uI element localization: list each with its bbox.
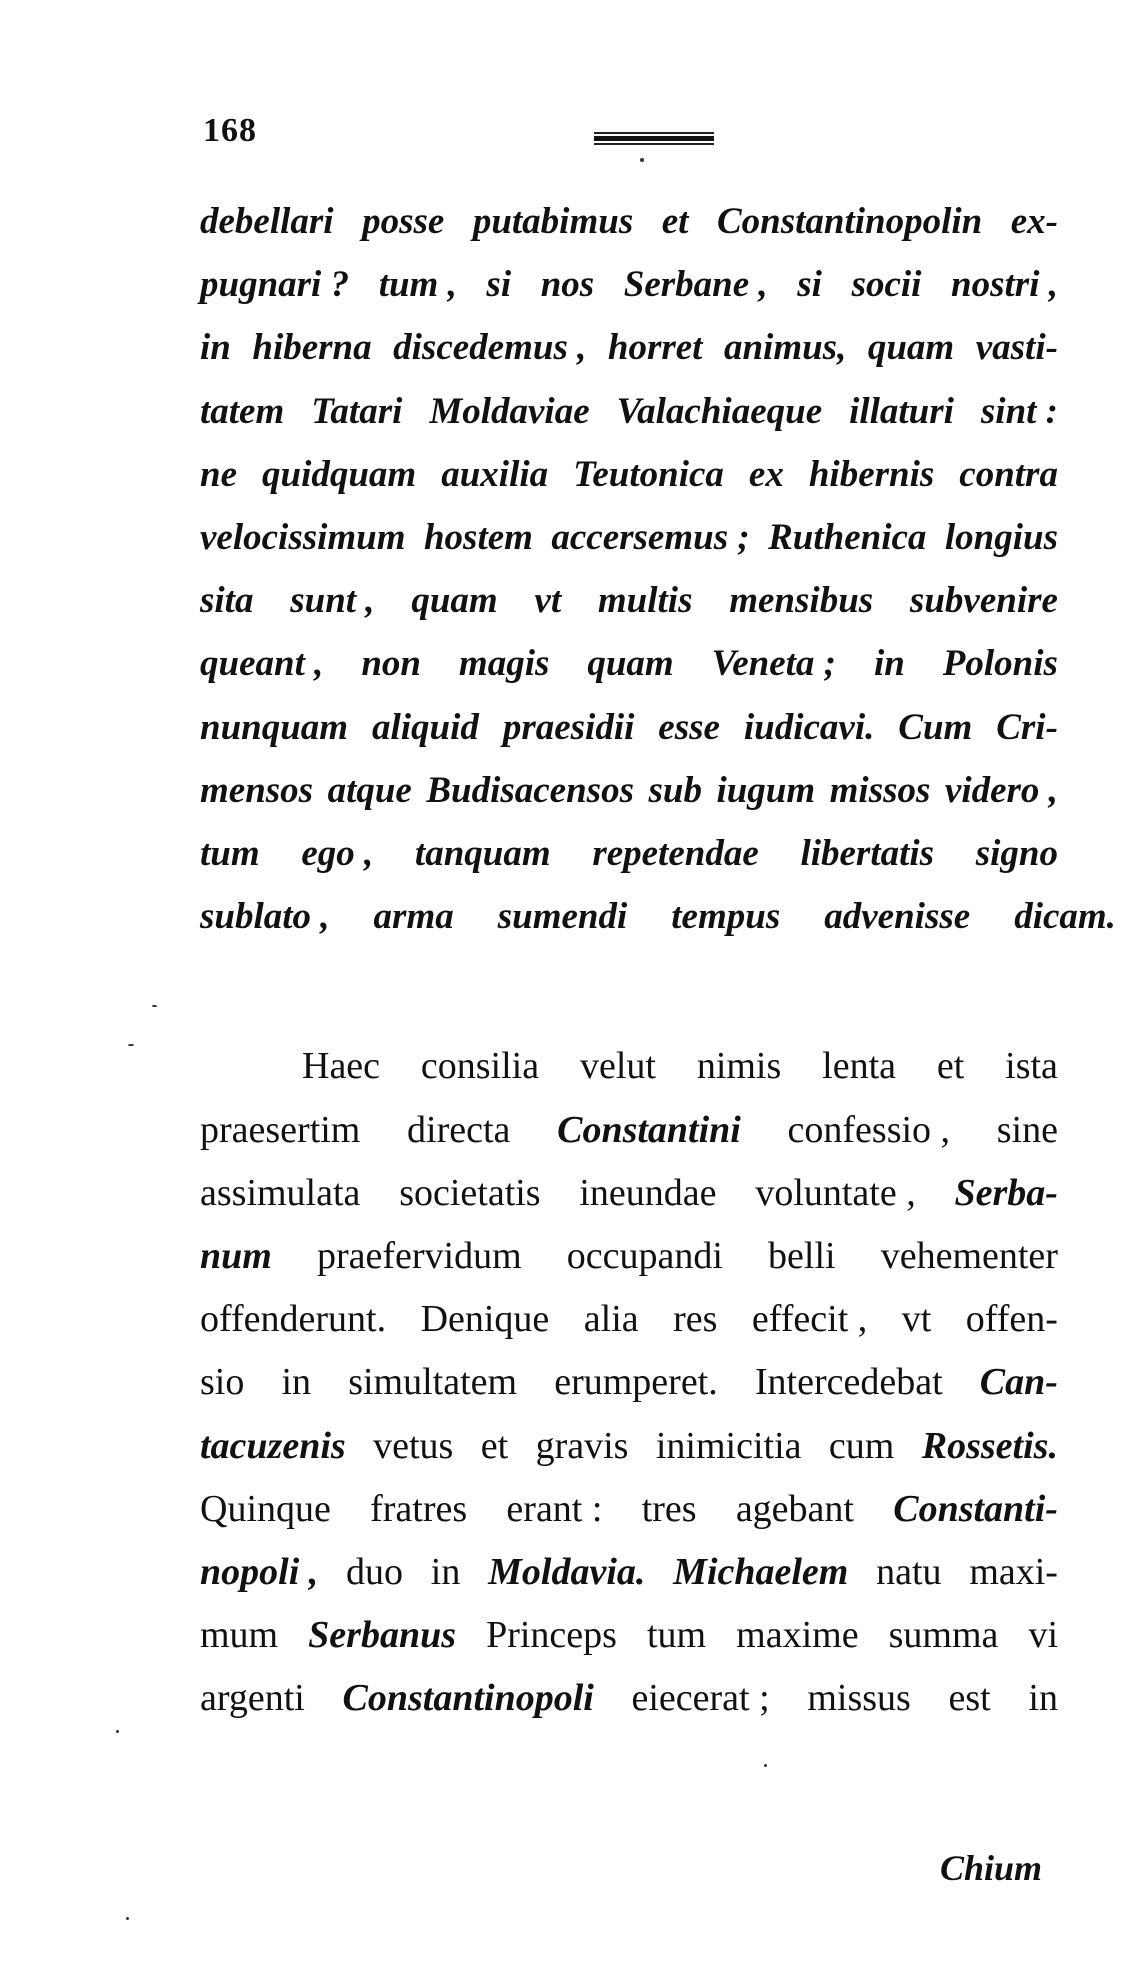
word: sumendi [497,896,628,937]
word: contra [959,454,1058,495]
word: sint : [980,391,1058,432]
word: simultatem [348,1361,518,1403]
text-line [200,822,1058,886]
word: aliquid [372,707,479,748]
rule-line-top [594,132,714,134]
word: queant , [200,643,324,684]
word: confessio , [787,1109,951,1151]
word: vehementer [880,1235,1058,1277]
word: et [936,1045,965,1087]
ink-speck [126,1917,129,1920]
word: quam [411,580,498,621]
word: offen- [965,1298,1058,1340]
word: multis [597,580,693,621]
word: Ruthenica [768,517,927,558]
catchword: Chium [940,1848,1043,1888]
word: vt [901,1298,932,1340]
word: Quinque [200,1488,331,1530]
word: Cum [898,707,973,748]
word: Rossetis. [921,1425,1058,1467]
word: agebant [735,1488,854,1530]
word: quam [587,643,674,684]
word: Constantini [557,1109,741,1151]
word: discedemus , [393,327,587,368]
text-line [200,190,1058,254]
word: Intercedebat [754,1361,943,1403]
word: putabimus [472,201,634,242]
word: accersemus ; [551,517,750,558]
word: in [281,1361,312,1403]
word: sine [996,1109,1058,1151]
word: Valachiaeque [616,391,823,432]
word: nopoli , [200,1551,319,1593]
word: maxime [736,1614,859,1656]
word: longius [944,517,1058,558]
word: ista [1005,1045,1058,1087]
word: inimicitia [655,1425,802,1467]
word: nimis [696,1045,782,1087]
word: belli [768,1235,836,1277]
word: si [797,264,822,305]
word: vi [1028,1614,1058,1656]
word: animus, [723,327,847,368]
word: tum , [378,264,457,305]
text-line [200,885,1116,949]
word: tanquam [414,833,551,874]
word: socii [851,264,922,305]
word: Constantinopoli [342,1677,594,1719]
ink-speck [128,1044,134,1046]
word: Denique [420,1298,550,1340]
word: ne [200,454,237,495]
word: hiberna [252,327,372,368]
word: ex [748,454,784,495]
word: effecit , [751,1298,868,1340]
text-line [200,1666,1058,1730]
word: tum [200,833,260,874]
word: alia [583,1298,639,1340]
word: praefervidum [316,1235,522,1277]
page-number: 168 [203,112,257,149]
word: Teutonica [573,454,724,495]
word: Tatari [311,391,403,432]
word: iudicavi. [743,707,875,748]
word: auxilia [441,454,549,495]
ink-speck [640,158,644,162]
text-line [200,253,1058,317]
word: Budisacensos [426,770,634,811]
word: quidquam [262,454,417,495]
text-line [200,569,1058,633]
word: vt [534,580,562,621]
text-line [200,506,1058,570]
word: posse [362,201,445,242]
text-line [200,1540,1058,1604]
word: voluntate , [755,1172,916,1214]
text-line [200,1414,1058,1478]
word: dicam. [1014,896,1116,937]
text-line [200,1287,1058,1351]
word: iugum [716,770,816,811]
word: nos [540,264,595,305]
word: lenta [822,1045,896,1087]
word: num [200,1235,272,1277]
word: praesertim [200,1109,361,1151]
word: hostem [423,517,533,558]
word: est [948,1677,991,1719]
word: in [1028,1677,1058,1719]
text-line [200,1161,1058,1225]
word: subvenire [909,580,1058,621]
word: Princeps [486,1614,617,1656]
rule-line-middle [594,136,714,141]
text-line [200,759,1058,823]
word: fratres [370,1488,468,1530]
word: gravis [535,1425,629,1467]
word: atque [327,770,412,811]
word: missus [807,1677,911,1719]
word: sio [200,1361,245,1403]
word: tres [641,1488,697,1530]
word: repetendae [592,833,759,874]
word: consilia [420,1045,540,1087]
word: in [200,327,231,368]
word: hibernis [808,454,935,495]
word: sita [200,580,254,621]
word: Serbanus [308,1614,457,1656]
rule-line-bottom [594,143,714,145]
word: argenti [200,1677,305,1719]
text-line [200,443,1058,507]
word: libertatis [800,833,935,874]
word: velut [579,1045,656,1087]
word: Can- [979,1361,1058,1403]
word: duo [346,1551,404,1593]
word: ex- [1010,201,1058,242]
word: mensos [200,770,314,811]
header-rule [594,132,714,144]
word: Polonis [942,643,1058,684]
word: debellari [200,201,334,242]
word: in [430,1551,461,1593]
text-line [200,1477,1058,1541]
text-line [200,632,1058,696]
ink-speck [764,1764,767,1767]
word: vetus [373,1425,454,1467]
word: assimulata [200,1172,361,1214]
word: pugnari ? [200,264,350,305]
word: directa [407,1109,511,1151]
word: et [661,201,689,242]
word: res [673,1298,718,1340]
text-line [200,1098,1058,1162]
word: missos [829,770,931,811]
word: ineundae [579,1172,717,1214]
word: arma [373,896,454,937]
word: vasti- [975,327,1058,368]
word: horret [607,327,703,368]
word: magis [458,643,550,684]
word: videro , [944,770,1058,811]
word: cum [828,1425,895,1467]
word: erant : [506,1488,603,1530]
word: Serbane , [623,264,768,305]
text-line [200,1350,1058,1414]
word: occupandi [566,1235,723,1277]
word: quam [867,327,955,368]
word: esse [658,707,720,748]
word: Serba- [954,1172,1058,1214]
word: in [873,643,905,684]
word: Moldavia. [488,1551,646,1593]
word: maxi- [969,1551,1058,1593]
word: Constanti- [893,1488,1058,1530]
ink-speck [152,1005,157,1007]
word: Veneta ; [711,643,837,684]
text-line [200,380,1058,444]
word: tum [646,1614,707,1656]
word: eiecerat ; [631,1677,770,1719]
word: tatem [200,391,285,432]
word: non [361,643,421,684]
word: natu [876,1551,942,1593]
word: praesidii [502,707,635,748]
word: sublato , [200,896,330,937]
word: Michaelem [673,1551,849,1593]
word: societatis [399,1172,541,1214]
word: Cri- [996,707,1058,748]
word: tempus [671,896,781,937]
word: si [486,264,512,305]
word: ego , [301,833,374,874]
word: nostri , [951,264,1058,305]
word: mum [200,1614,279,1656]
word: summa [888,1614,999,1656]
word: offenderunt. [200,1298,387,1340]
word: signo [975,833,1058,874]
text-line [200,316,1058,380]
word: illaturi [849,391,954,432]
word: velocissimum [200,517,406,558]
word: advenisse [824,896,971,937]
text-line [200,1224,1058,1288]
word: Haec [302,1045,381,1087]
word: tacuzenis [200,1425,346,1467]
word: nunquam [200,707,349,748]
word: et [480,1425,509,1467]
text-line [302,1034,1058,1098]
word: sub [648,770,702,811]
ink-speck [116,1730,119,1733]
text-line [200,1603,1058,1667]
word: mensibus [729,580,874,621]
text-line [200,696,1058,760]
word: Constantinopolin [716,201,983,242]
word: sunt , [290,580,375,621]
word: erumperet. [554,1361,718,1403]
word: Moldaviae [429,391,590,432]
